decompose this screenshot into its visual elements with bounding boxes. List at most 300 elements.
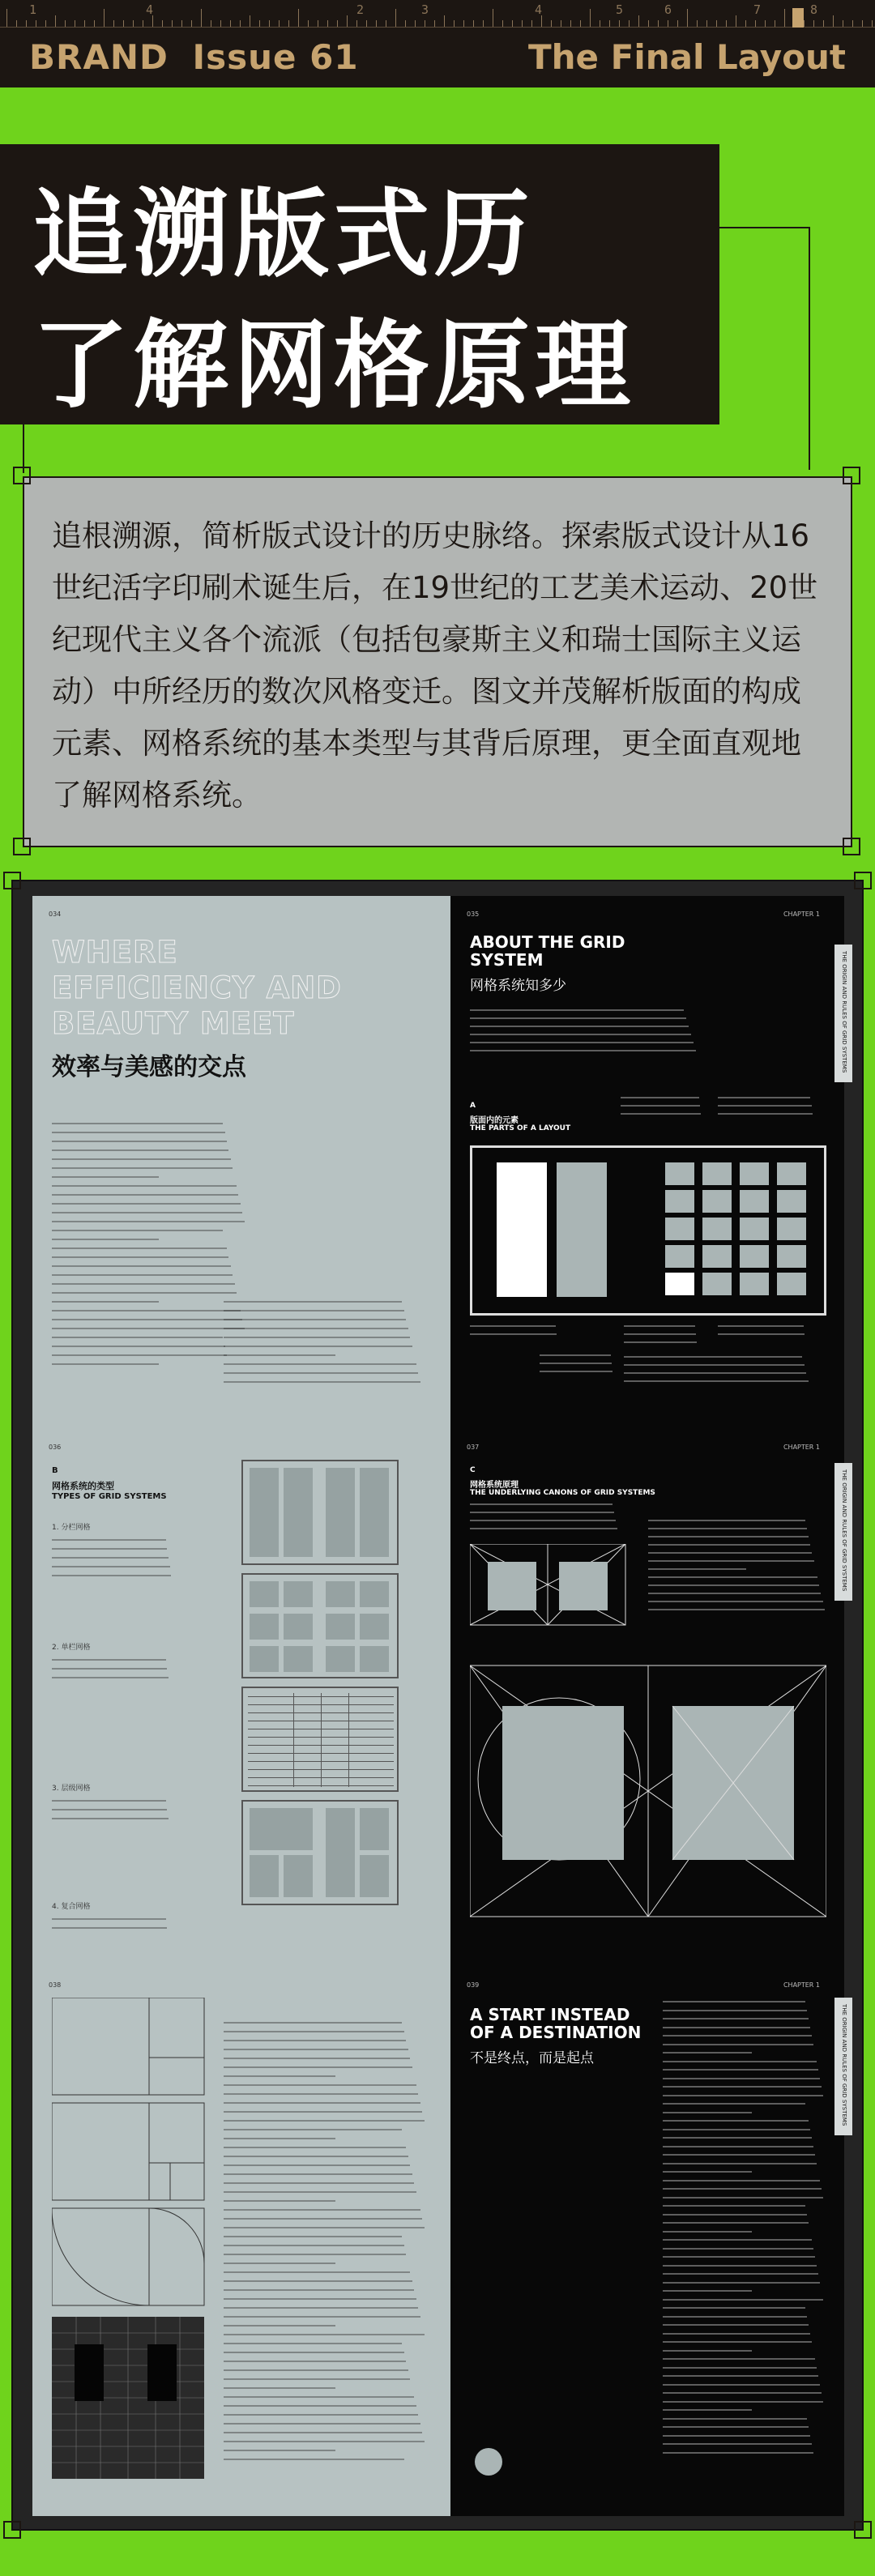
text-line	[621, 1105, 700, 1108]
ruler-tick	[65, 20, 66, 27]
deco-line	[719, 227, 810, 228]
page-number: 035	[467, 911, 480, 918]
ruler-marker	[792, 8, 804, 28]
text-line	[52, 1149, 228, 1153]
ruler-number: 1	[29, 2, 37, 17]
text-line	[663, 2061, 817, 2064]
text-line	[663, 2052, 752, 2055]
text-line	[224, 2387, 335, 2390]
text-line	[224, 1310, 404, 1313]
ruler-tick	[133, 20, 134, 27]
ruler-tick	[45, 20, 46, 27]
grid-module	[740, 1218, 769, 1240]
text-line	[663, 2290, 752, 2293]
brand-logo	[29, 37, 359, 77]
grid-module	[665, 1245, 694, 1268]
text-line	[540, 1363, 612, 1366]
text-line	[663, 2137, 812, 2140]
text-line	[663, 2401, 823, 2404]
section-title-cn: 效率与美感的交点	[52, 1053, 246, 1081]
outline-title-line: BEAUTY MEET	[52, 1006, 295, 1041]
grid-module	[360, 1614, 389, 1640]
compound-grid-diagram	[241, 1800, 399, 1905]
section-letter: A	[470, 1102, 476, 1110]
series-title: The Final Layout	[527, 37, 846, 77]
text-line	[224, 2182, 414, 2186]
ruler-tick	[405, 20, 406, 27]
grid-module	[665, 1190, 694, 1213]
text-line	[470, 1503, 612, 1507]
ruler-tick	[298, 9, 299, 27]
text-line	[663, 2078, 820, 2081]
text-line	[663, 2205, 805, 2208]
text-line	[224, 2396, 414, 2399]
text-line	[52, 1809, 167, 1812]
ruler-number: 8	[810, 2, 818, 17]
section-title-en-line: SYSTEM	[470, 950, 544, 970]
text-line	[663, 2358, 815, 2361]
grid-module	[740, 1190, 769, 1213]
text-line	[663, 2265, 817, 2268]
text-line	[224, 2058, 410, 2061]
ruler-tick	[483, 20, 484, 27]
ruler-tick	[804, 20, 805, 27]
text-line	[663, 2426, 809, 2429]
text-line	[52, 1354, 227, 1358]
layout-parts-diagram	[470, 1145, 826, 1316]
ruler-tick	[658, 20, 659, 27]
page-number: 036	[49, 1444, 62, 1451]
ruler-tick	[220, 20, 221, 27]
ruler-tick	[347, 15, 348, 27]
ruler-tick	[823, 20, 824, 27]
text-line	[663, 2222, 809, 2225]
text-line	[224, 2263, 335, 2266]
grid-module	[284, 1581, 313, 1607]
grid-module	[702, 1273, 732, 1295]
grid-module	[740, 1162, 769, 1185]
ruler-tick	[648, 20, 649, 27]
text-line	[663, 2018, 809, 2021]
text-line	[648, 1528, 807, 1531]
ruler-tick	[279, 20, 280, 27]
text-line	[224, 2423, 420, 2426]
text-line	[663, 2392, 822, 2395]
text-line	[224, 2361, 406, 2364]
ruler-tick	[434, 20, 435, 27]
grid-module	[702, 1245, 732, 1268]
grid-module	[777, 1245, 806, 1268]
ruler-tick	[872, 20, 873, 27]
text-line	[224, 2441, 425, 2444]
text-line	[470, 1333, 557, 1337]
text-line	[663, 2180, 820, 2183]
text-line	[52, 1176, 159, 1179]
text-line	[663, 2120, 809, 2123]
text-line	[224, 2040, 406, 2043]
ruler-tick	[113, 20, 114, 27]
grid-module	[777, 1218, 806, 1240]
ruler-tick	[6, 9, 7, 27]
ruler-number: 5	[616, 2, 624, 17]
section-letter: C	[470, 1466, 476, 1474]
text-line	[52, 1203, 241, 1206]
text-line	[663, 2129, 810, 2132]
ruler-tick	[463, 20, 464, 27]
grid-module	[326, 1614, 355, 1640]
text-line	[663, 2214, 807, 2217]
ruler-tick	[531, 20, 532, 27]
brand-name: BRAND	[29, 37, 169, 77]
text-line	[52, 1818, 169, 1821]
chapter-label: CHAPTER 1	[783, 1981, 820, 1989]
text-line	[540, 1371, 612, 1374]
grid-module	[665, 1218, 694, 1240]
ruler-tick	[755, 20, 756, 27]
grid-module	[326, 1646, 355, 1672]
ruler-tick	[337, 20, 338, 27]
text-line	[224, 2111, 422, 2114]
ruler-tick	[162, 20, 163, 27]
text-line	[52, 1283, 235, 1286]
crop-mark-icon	[854, 872, 872, 889]
text-line	[663, 2299, 823, 2302]
text-line	[224, 2084, 416, 2088]
text-line	[224, 2218, 422, 2221]
text-line	[52, 1141, 227, 1144]
book-pages	[32, 896, 847, 2516]
outline-title	[52, 935, 342, 1042]
grid-type-label: 3. 层级网格	[52, 1785, 91, 1793]
ruler-tick	[687, 9, 688, 27]
text-line	[224, 2075, 335, 2079]
text-line	[470, 1009, 684, 1013]
text-line	[224, 2325, 335, 2328]
ruler-tick	[745, 20, 746, 27]
column-rule	[293, 1693, 294, 1787]
grid-module	[360, 1646, 389, 1672]
subsection-title-cn: 网格系统原理	[470, 1481, 519, 1490]
text-line	[718, 1105, 812, 1108]
grid-module	[702, 1218, 732, 1240]
text-line	[621, 1097, 699, 1100]
text-line	[663, 2112, 752, 2115]
ruler-tick	[269, 20, 270, 27]
crop-mark-icon	[3, 2521, 21, 2539]
text-line	[470, 1042, 694, 1045]
text-line	[224, 2191, 416, 2194]
crop-mark-icon	[13, 467, 31, 484]
ruler-tick	[697, 20, 698, 27]
ruler-number: 2	[356, 2, 365, 17]
section-letter: B	[52, 1466, 58, 1475]
text-line	[624, 1380, 809, 1384]
text-line	[663, 2171, 752, 2174]
text-line	[224, 2209, 420, 2212]
ruler-tick	[201, 9, 202, 27]
right-page	[450, 896, 847, 2516]
text-line	[52, 1557, 169, 1560]
text-line	[624, 1333, 696, 1337]
ruler-tick	[55, 15, 56, 27]
text-line	[52, 1337, 223, 1340]
text-line	[663, 2273, 818, 2276]
text-line	[52, 1548, 167, 1551]
text-line	[648, 1536, 809, 1539]
ruler-tick	[619, 20, 620, 27]
text-line	[52, 1346, 225, 1349]
text-line	[224, 2343, 402, 2346]
grid-module	[702, 1162, 732, 1185]
text-line	[52, 1292, 237, 1295]
ruler-tick	[16, 20, 17, 27]
issue-number: Issue 61	[192, 37, 359, 77]
ruler-tick	[230, 20, 231, 27]
grid-module	[326, 1581, 355, 1607]
grid-module	[284, 1614, 313, 1640]
text-line	[224, 2236, 402, 2239]
circle-ornament-icon	[475, 2448, 502, 2476]
ruler-tick	[473, 20, 474, 27]
text-line	[663, 2103, 805, 2106]
text-line	[224, 1346, 412, 1349]
text-line	[52, 1185, 237, 1188]
ruler-tick	[94, 20, 95, 27]
outline-title-line: WHERE	[52, 935, 178, 970]
text-line	[470, 1325, 556, 1329]
ruler-tick	[308, 20, 309, 27]
ruler-tick	[706, 20, 707, 27]
text-line	[52, 1328, 245, 1331]
grid-module	[250, 1614, 279, 1640]
text-line	[470, 1034, 691, 1037]
ruler-tick	[288, 20, 289, 27]
text-line	[224, 2298, 416, 2301]
text-line	[624, 1356, 802, 1359]
text-line	[663, 2086, 822, 2089]
text-line	[52, 1239, 159, 1242]
ruler-number: 7	[753, 2, 762, 17]
text-line	[224, 2102, 420, 2105]
text-line	[224, 2352, 404, 2355]
ruler-tick	[609, 20, 610, 27]
text-line	[663, 2239, 812, 2242]
ruler-tick	[784, 9, 785, 27]
crop-mark-icon	[854, 2521, 872, 2539]
deco-line	[809, 227, 810, 470]
subsection-title-en: THE UNDERLYING CANONS OF GRID SYSTEMS	[470, 1489, 655, 1497]
text-line	[470, 1026, 689, 1029]
text-line	[52, 1539, 166, 1542]
ruler-tick	[580, 20, 581, 27]
text-line	[663, 2146, 813, 2149]
text-line	[224, 2049, 408, 2052]
baseline-grid-diagram	[241, 1687, 399, 1792]
text-line	[470, 1520, 616, 1523]
text-line	[663, 2154, 815, 2157]
text-line	[224, 1337, 410, 1340]
text-line	[470, 1512, 614, 1515]
text-line	[224, 2369, 408, 2373]
text-line	[52, 1677, 169, 1680]
ruler-tick	[172, 20, 173, 27]
text-line	[663, 2188, 822, 2191]
text-line	[663, 2324, 809, 2327]
text-line	[52, 1265, 231, 1269]
text-line	[52, 1132, 225, 1135]
text-line	[224, 1319, 406, 1322]
text-line	[52, 1319, 242, 1322]
text-line	[718, 1113, 813, 1116]
page-number: 038	[49, 1981, 62, 1989]
outline-title-line: EFFICIENCY AND	[52, 970, 342, 1005]
text-line	[224, 1381, 420, 1384]
ruler-tick	[862, 20, 863, 27]
text-line	[718, 1333, 805, 1337]
section-subtitle-cn: 网格系统的类型	[52, 1481, 114, 1491]
text-line	[224, 2031, 404, 2034]
ruler-tick	[356, 20, 357, 27]
text-line	[224, 2414, 418, 2417]
grid-type-label: 2. 单栏网格	[52, 1644, 91, 1652]
crop-mark-icon	[3, 872, 21, 889]
text-line	[52, 1247, 227, 1251]
section-title-en	[470, 2006, 641, 2041]
text-line	[663, 2069, 818, 2072]
deco-line	[23, 424, 24, 473]
text-line	[663, 2333, 810, 2336]
text-line	[224, 2138, 335, 2141]
text-line	[224, 1363, 416, 1367]
description-text: 追根溯源，简析版式设计的历史脉络。探索版式设计从16世纪活字印刷术诞生后，在19世纪的工艺美术运动、20世纪现代主义各个流派（包括包豪斯主义和瑞士国际主义运动）中所经历的数次风格变迁。图文并茂解析版面的构成元素、网格系统的基本类型与其背后原理，更全面直观地了解网格系统。	[52, 518, 818, 812]
text-line	[224, 1354, 335, 1358]
text-line	[663, 2231, 752, 2234]
text-line	[663, 2375, 818, 2378]
text-line	[718, 1325, 804, 1329]
text-line	[52, 1566, 170, 1569]
ruler-number: 3	[421, 2, 429, 17]
ruler-tick	[833, 15, 834, 27]
section-title-en-line: A START INSTEAD	[470, 2005, 630, 2024]
text-line	[624, 1364, 805, 1367]
text-line	[52, 1668, 167, 1671]
text-line	[224, 2316, 420, 2319]
text-line	[224, 2271, 410, 2275]
text-line	[224, 2405, 416, 2408]
crop-mark-icon	[843, 838, 860, 855]
grid-module	[777, 1273, 806, 1295]
grid-type-label: 4. 复合网格	[52, 1903, 91, 1911]
ruler-tick	[191, 20, 192, 27]
section-title-cn: 不是终点，而是起点	[470, 2050, 594, 2066]
ruler-tick	[502, 20, 503, 27]
text-line	[52, 1212, 242, 1215]
text-line	[624, 1325, 695, 1329]
grid-module	[665, 1273, 694, 1295]
modular-grid-diagram	[241, 1573, 399, 1678]
ruler-tick	[677, 20, 678, 27]
ruler-tick	[522, 20, 523, 27]
text-line	[224, 2227, 425, 2230]
text-line	[663, 2044, 813, 2047]
spine-tab: THE ORIGIN AND RULES OF GRID SYSTEMS	[834, 1463, 852, 1601]
grid-module	[665, 1162, 694, 1185]
crop-mark-icon	[13, 838, 31, 855]
grid-module	[777, 1162, 806, 1185]
text-line	[224, 2432, 422, 2435]
text-line	[470, 1528, 617, 1531]
ruler-tick	[813, 20, 814, 27]
ruler-tick	[376, 20, 377, 27]
ruler-tick	[638, 15, 639, 27]
hero-title-line-2: 了解网格原理	[32, 309, 636, 421]
ruler-tick	[84, 20, 85, 27]
text-line	[663, 2035, 812, 2038]
text-line	[224, 2129, 402, 2132]
text-line	[52, 1927, 167, 1930]
text-line	[648, 1520, 805, 1523]
golden-ratio-diagram	[52, 1998, 206, 2484]
text-line	[663, 2452, 813, 2455]
text-line	[52, 1167, 233, 1171]
grid-module	[360, 1581, 389, 1607]
text-line	[470, 1017, 686, 1021]
ruler-tick	[259, 20, 260, 27]
text-line	[224, 2022, 402, 2025]
text-line	[663, 2341, 812, 2344]
grid-module	[740, 1245, 769, 1268]
ruler-tick	[240, 20, 241, 27]
ruler-tick	[26, 20, 27, 27]
text-line	[224, 1301, 402, 1304]
ruler-tick	[415, 20, 416, 27]
text-line	[663, 2248, 813, 2251]
text-line	[663, 2418, 807, 2421]
text-line	[624, 1341, 697, 1345]
section-title-en	[470, 933, 625, 969]
text-line	[224, 2378, 410, 2382]
text-line	[52, 1363, 159, 1367]
ruler-tick	[123, 20, 124, 27]
section-title-cn: 网格系统知多少	[470, 978, 566, 994]
ruler-tick	[366, 20, 367, 27]
section-title-en-line: ABOUT THE GRID	[470, 932, 625, 952]
text-line	[224, 2066, 412, 2070]
text-line	[624, 1372, 806, 1375]
text-line	[663, 2282, 820, 2285]
text-line	[52, 1221, 245, 1224]
text-line	[663, 2316, 807, 2319]
ruler-number: 4	[535, 2, 543, 17]
grid-type-label: 1. 分栏网格	[52, 1524, 91, 1532]
ruler-tick	[570, 20, 571, 27]
column-rule	[348, 1693, 349, 1787]
page-number: 034	[49, 911, 62, 918]
chapter-label: CHAPTER 1	[783, 911, 820, 918]
section-subtitle-en: TYPES OF GRID SYSTEMS	[52, 1492, 167, 1501]
book-spread-frame	[11, 880, 864, 2531]
ruler-tick	[327, 20, 328, 27]
text-line	[224, 2245, 404, 2248]
text-line	[224, 2200, 335, 2203]
top-bar	[0, 0, 875, 87]
text-line	[718, 1097, 810, 1100]
ruler-tick	[395, 9, 396, 27]
hero-title-line-1: 追溯版式历	[32, 178, 536, 290]
ruler-tick	[512, 20, 513, 27]
text-line	[224, 2120, 425, 2123]
canon-diagrams	[470, 1544, 826, 1925]
